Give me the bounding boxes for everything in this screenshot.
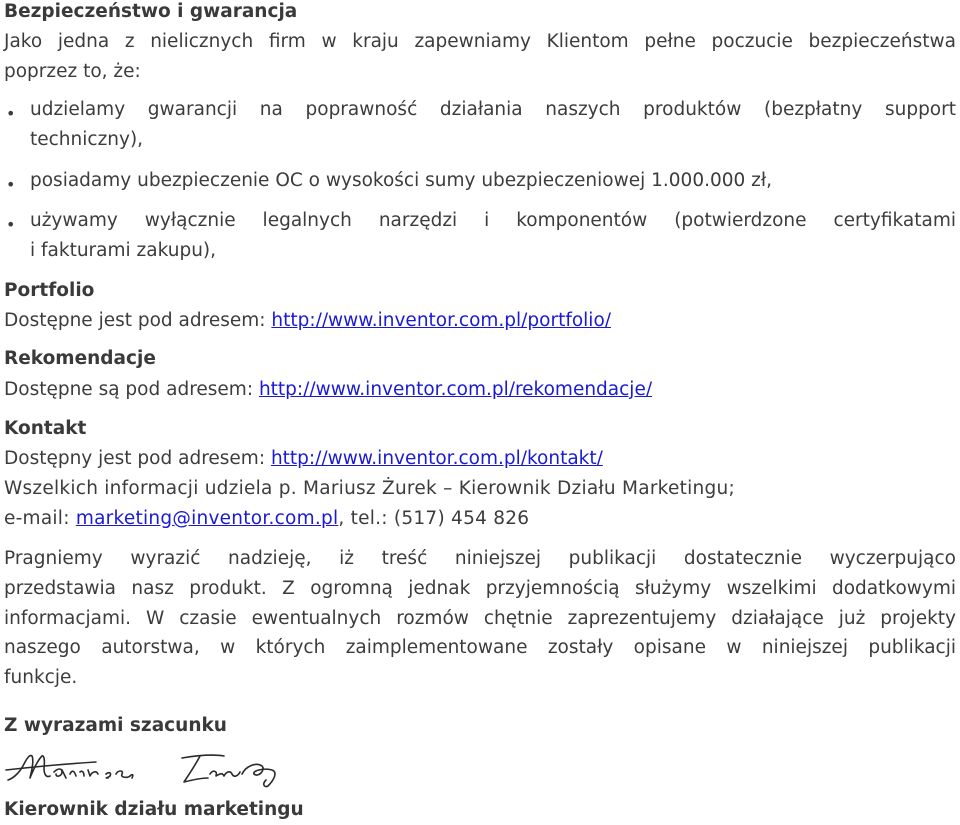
portfolio-line — [4, 306, 611, 336]
rekomendacje-label: Dostępne są pod adresem: — [4, 379, 259, 400]
bullet-1-line-1: udzielamy gwarancji na poprawność działania naszych produktów (bezpłatny support — [30, 99, 956, 120]
kontakt-info: Wszelkich informacji udziela p. Mariusz Żurek – Kierownik Działu Marketingu; — [4, 478, 735, 499]
portfolio-heading: Portfolio — [4, 280, 95, 301]
rekomendacje-link[interactable]: http://www.inventor.com.pl/rekomendacje/ — [258, 379, 653, 400]
kontakt-line — [4, 444, 603, 474]
email-link[interactable]: marketing@inventor.com.pl — [75, 508, 339, 529]
bullet-2-line-1: posiadamy ubezpieczenie OC o wysokości sumy ubezpieczeniowej 1.000.000 zł, — [30, 170, 773, 191]
signature-image — [4, 748, 294, 790]
bullet-icon: • — [6, 175, 16, 194]
signer-role: Kierownik działu marketingu — [4, 799, 304, 820]
portfolio-label: Dostępne jest pod adresem: — [4, 310, 272, 331]
rekomendacje-line — [4, 375, 652, 405]
rekomendacje-heading: Rekomendacje — [4, 348, 156, 369]
bullet-icon: • — [6, 104, 16, 123]
intro-line-2: poprzez to, że: — [4, 61, 141, 82]
kontakt-heading: Kontakt — [4, 418, 87, 439]
greeting: Z wyrazami szacunku — [4, 715, 227, 736]
bullet-icon: • — [6, 215, 16, 234]
bullet-1-line-2: techniczny), — [30, 129, 144, 150]
kontakt-link[interactable]: http://www.inventor.com.pl/kontakt/ — [270, 448, 603, 469]
closing-line-5: funkcje. — [4, 667, 78, 688]
closing-line-4: naszego autorstwa, w których zaimplementowane zostały opisane w niniejszej publikacji — [4, 637, 956, 658]
portfolio-link[interactable]: http://www.inventor.com.pl/portfolio/ — [271, 310, 611, 331]
closing-line-2: przedstawia nasz produkt. Z ogromną jednak przyjemnością służymy wszelkimi dodatkowymi — [4, 578, 956, 599]
closing-line-3: informacjami. W czasie ewentualnych rozmów chętnie zaprezentujemy działające już projekty — [4, 608, 956, 629]
closing-line-1: Pragniemy wyrazić nadzieję, iż treść niniejszej publikacji dostatecznie wyczerpująco — [4, 548, 956, 569]
bullet-3-line-1: używamy wyłącznie legalnych narzędzi i komponentów (potwierdzone certyfikatami — [30, 210, 956, 231]
intro-line-1: Jako jedna z nielicznych firm w kraju zapewniamy Klientom pełne poczucie bezpieczeństwa — [4, 31, 956, 52]
email-label: e-mail: — [4, 508, 76, 529]
bullet-3-line-2: i fakturami zakupu), — [30, 240, 217, 261]
phone-text: , tel.: (517) 454 826 — [338, 508, 530, 529]
security-heading: Bezpieczeństwo i gwarancja — [4, 1, 298, 22]
kontakt-label: Dostępny jest pod adresem: — [4, 448, 271, 469]
kontakt-email-line — [4, 504, 529, 534]
